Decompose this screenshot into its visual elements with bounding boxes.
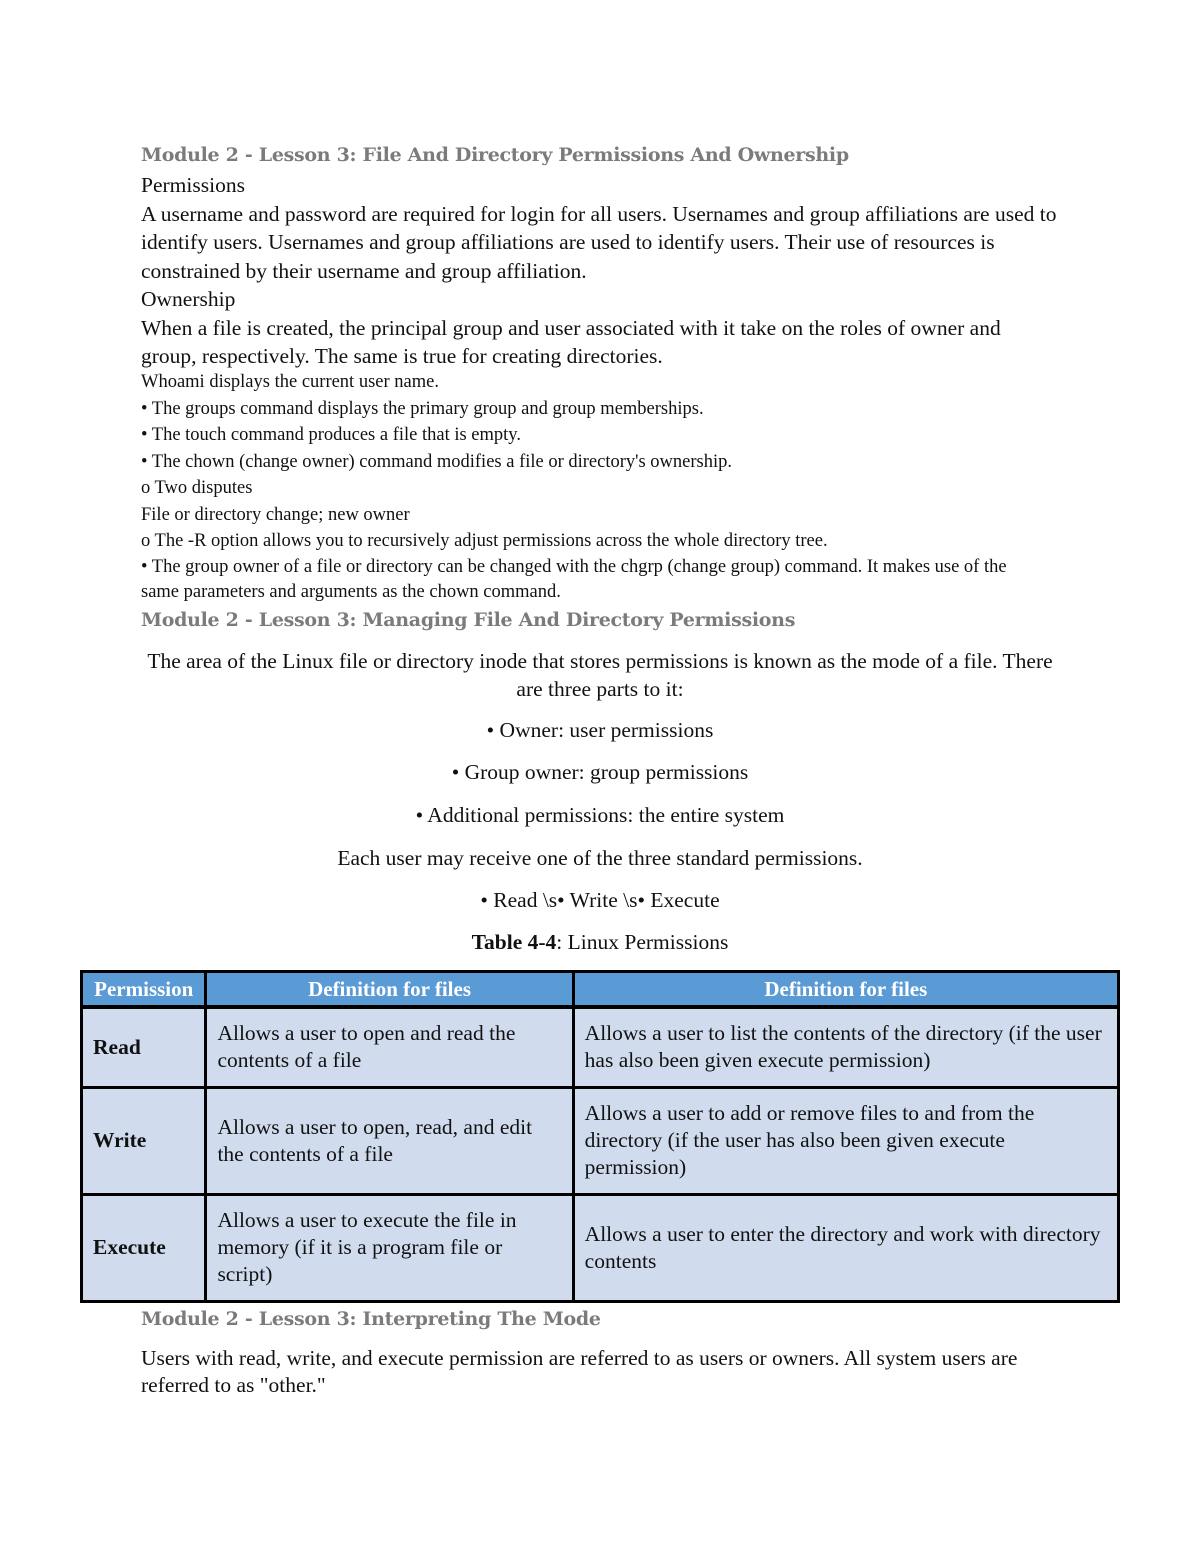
file-definition: Allows a user to execute the file in memory (if it is a program file or script) — [206, 1194, 573, 1301]
table-caption-label: Table 4-4 — [471, 930, 557, 954]
permission-name: Read — [82, 1007, 206, 1087]
mode-part-owner: • Owner: user permissions — [486, 718, 714, 742]
table-header-files: Definition for files — [206, 972, 573, 1008]
note-line: • The touch command produces a file that is empty. — [141, 425, 521, 445]
directory-definition: Allows a user to enter the directory and work with directory contents — [573, 1194, 1118, 1301]
directory-definition: Allows a user to add or remove files to and from the directory (if the user has also been given execute permission) — [573, 1087, 1118, 1194]
table-row — [82, 1087, 1119, 1194]
table-header-row — [82, 972, 1119, 1008]
mode-part-group: • Group owner: group permissions — [451, 760, 749, 784]
section3-text: Users with read, write, and execute permission are referred to as users or owners. All system users are referred to as "other." — [141, 1346, 1018, 1397]
command-notes — [141, 369, 1041, 605]
note-line: • The groups command displays the primary group and group memberships. — [141, 398, 704, 419]
permissions-text: A username and password are required for login for all users. Usernames and group affiliations are used to identify users. Usernames and group affiliations are used to identify users. Their use of resources is constrained by their username and group affiliation. — [141, 201, 1057, 283]
file-definition: Allows a user to open, read, and edit the contents of a file — [206, 1087, 573, 1194]
permission-name: Write — [82, 1087, 206, 1194]
table-row — [82, 1194, 1119, 1301]
section1-body — [141, 171, 1061, 371]
mode-intro: The area of the Linux file or directory inode that stores permissions is known as the mode of a file. There are three parts to it: — [147, 649, 1053, 701]
note-line: • The group owner of a file or directory can be changed with the chgrp (change group) command. It makes use of the same parameters and arguments as the chown command. — [141, 556, 1007, 602]
table-caption-text: : Linux Permissions — [556, 930, 729, 954]
permissions-title: Permissions — [141, 173, 245, 197]
permissions-table — [80, 970, 1120, 1303]
standard-permissions-text: Each user may receive one of the three standard permissions. — [337, 846, 863, 870]
permission-name: Execute — [82, 1194, 206, 1301]
table-header-directories: Definition for files — [573, 972, 1118, 1008]
table-caption — [140, 928, 1060, 956]
file-definition: Allows a user to open and read the contents of a file — [206, 1007, 573, 1087]
note-line: File or directory change; new owner — [141, 504, 410, 525]
note-line: • The chown (change owner) command modifies a file or directory's ownership. — [141, 451, 733, 472]
mode-part-other: • Additional permissions: the entire system — [415, 803, 785, 827]
note-line: o The -R option allows you to recursively adjust permissions across the whole directory tree. — [141, 531, 828, 551]
ownership-title: Ownership — [141, 287, 236, 311]
table-row — [82, 1007, 1119, 1087]
section1-heading: Module 2 - Lesson 3: File And Directory Permissions And Ownership — [141, 144, 849, 166]
note-line: o Two disputes — [141, 478, 253, 498]
note-line: Whoami displays the current user name. — [141, 372, 439, 392]
section3-heading: Module 2 - Lesson 3: Interpreting The Mode — [141, 1308, 601, 1330]
permission-list: • Read \s• Write \s• Execute — [480, 888, 720, 912]
table-header-permission: Permission — [82, 972, 206, 1008]
section2-heading: Module 2 - Lesson 3: Managing File And Directory Permissions — [141, 609, 796, 631]
directory-definition: Allows a user to list the contents of the directory (if the user has also been given execute permission) — [573, 1007, 1118, 1087]
ownership-text: When a file is created, the principal group and user associated with it take on the roles of owner and group, respectively. The same is true for creating directories. — [141, 315, 1001, 368]
